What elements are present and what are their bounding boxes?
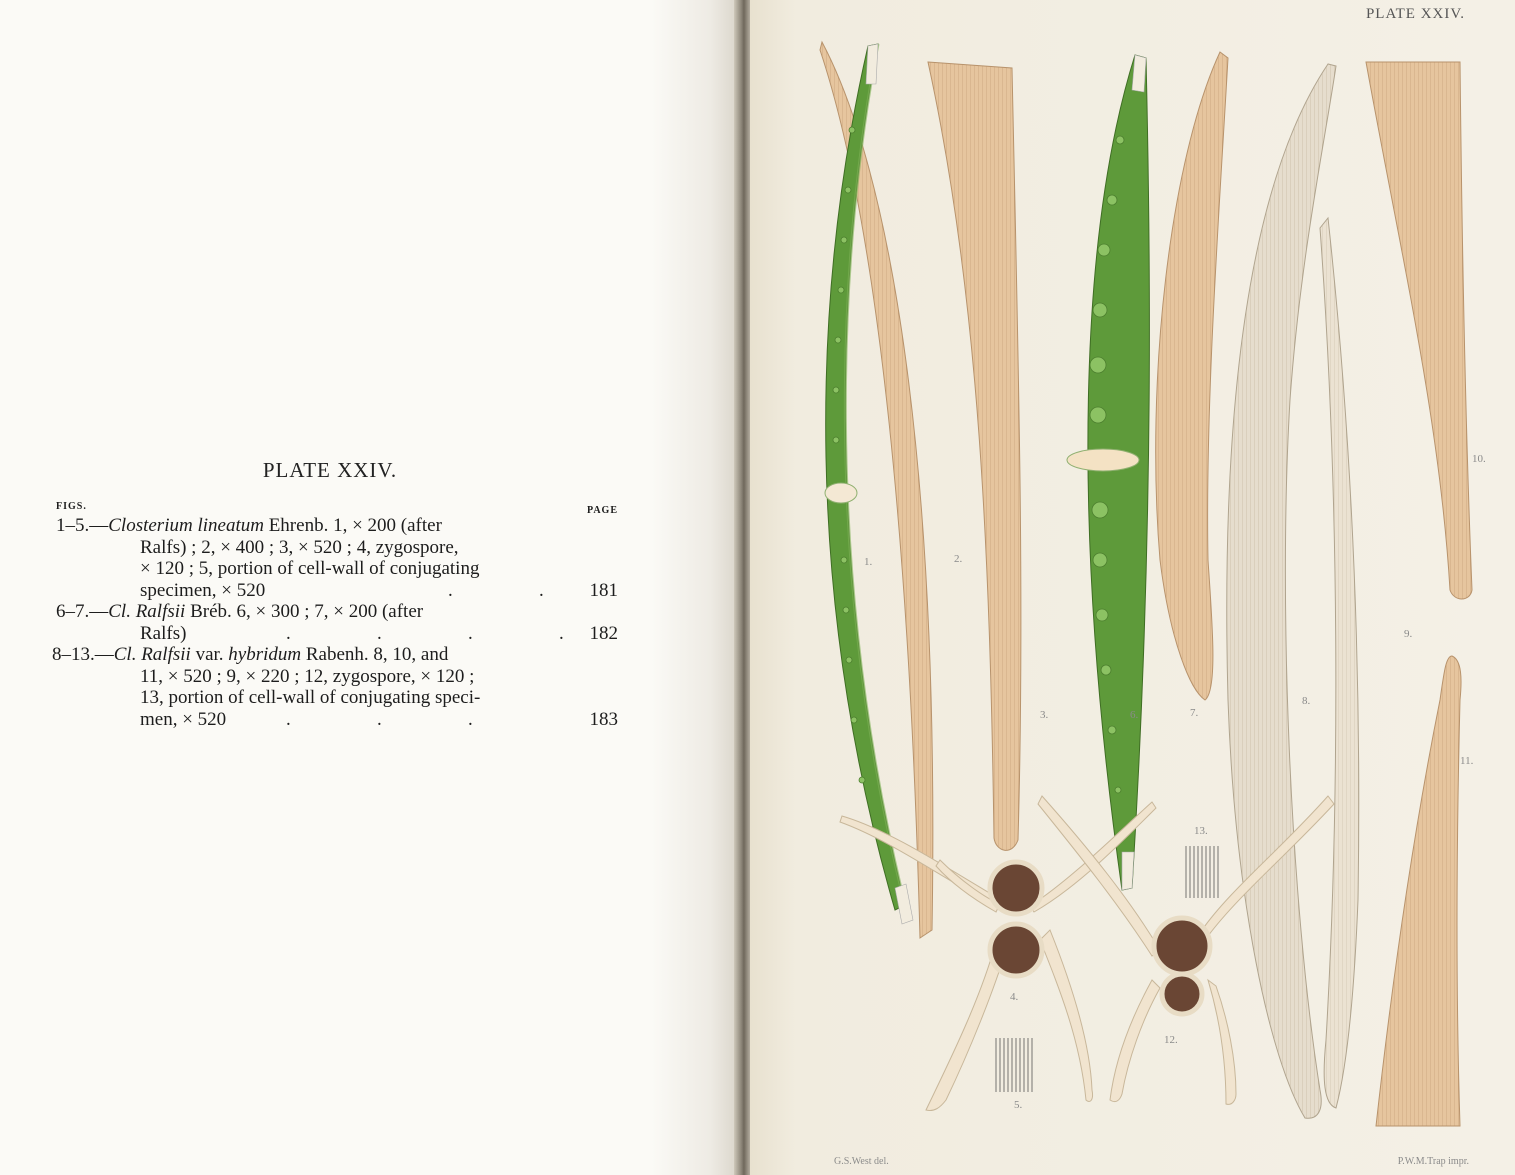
cell-figure-9 <box>1320 218 1359 1108</box>
caption-line: 6–7.—Cl. Ralfsii Bréb. 6, × 300 ; 7, × 200 (after <box>56 601 424 622</box>
caption-line: 8–13.—Cl. Ralfsii var. hybridum Rabenh. 8, 10, and <box>52 644 449 665</box>
page-ref: 181 <box>589 579 618 601</box>
artist-credit: G.S.West del. <box>834 1156 889 1167</box>
caption-line: 11, × 520 ; 9, × 220 ; 12, zygospore, × 120 ; <box>140 665 475 687</box>
figure-number: 3. <box>1040 709 1049 721</box>
leader-dots: . . . . <box>286 622 564 644</box>
figure-number: 11. <box>1460 755 1474 767</box>
printer-credit: P.W.M.Trap impr. <box>1397 1156 1469 1167</box>
right-page <box>750 0 1515 1175</box>
figure-number: 6. <box>1130 709 1139 721</box>
cell-wall-figure-5 <box>996 1038 1032 1092</box>
caption-line: × 120 ; 5, portion of cell-wall of conjugating <box>140 558 480 579</box>
caption-line: Ralfs) . . . . 182 <box>48 623 628 645</box>
cell-figure-3 <box>928 62 1021 850</box>
cell-figure-8 <box>1227 64 1336 1118</box>
page-ref: 183 <box>589 708 618 730</box>
figure-number: 12. <box>1164 1034 1178 1046</box>
figure-number: 10. <box>1472 453 1486 465</box>
figure-number: 4. <box>1010 991 1019 1003</box>
caption-entry <box>48 644 628 730</box>
caption-line: 1–5.—Closterium lineatum Ehrenb. 1, × 200 (after <box>56 515 442 536</box>
caption-line: men, × 520 . . . 183 <box>140 708 618 730</box>
leader-dots: . . <box>448 579 544 601</box>
figure-number: 13. <box>1194 825 1208 837</box>
figure-number: 9. <box>1404 628 1413 640</box>
caption-entry <box>48 601 628 644</box>
cell-figure-11 <box>1376 656 1461 1126</box>
caption-block <box>48 497 628 730</box>
figs-column-label: FIGS. <box>56 501 87 512</box>
cell-figure-7 <box>1156 52 1228 700</box>
figure-number: 5. <box>1014 1099 1023 1111</box>
plate-label: PLATE XXIV. <box>1365 6 1465 22</box>
left-page <box>0 0 740 1175</box>
cell-wall-figure-13 <box>1186 846 1218 898</box>
caption-line: specimen, × 520 . . 181 <box>48 580 628 602</box>
caption-line: Ralfs) ; 2, × 400 ; 3, × 520 ; 4, zygospore, <box>140 536 459 558</box>
caption-header <box>48 497 628 515</box>
figure-number: 8. <box>1302 695 1311 707</box>
page-column-label: PAGE <box>586 505 618 516</box>
plate-illustration <box>750 0 1515 1175</box>
cell-figure-10 <box>1366 62 1472 599</box>
caption-line: 13, portion of cell-wall of conjugating speci- <box>140 687 481 708</box>
figure-number: 1. <box>864 556 873 568</box>
leader-dots: . . . <box>286 708 473 730</box>
cell-figure-6 <box>1088 55 1150 890</box>
page-ref: 182 <box>589 622 618 644</box>
figure-number: 7. <box>1190 707 1199 719</box>
caption-entry <box>48 515 628 601</box>
figure-number: 2. <box>954 553 963 565</box>
plate-heading: PLATE XXIV. <box>262 458 398 482</box>
